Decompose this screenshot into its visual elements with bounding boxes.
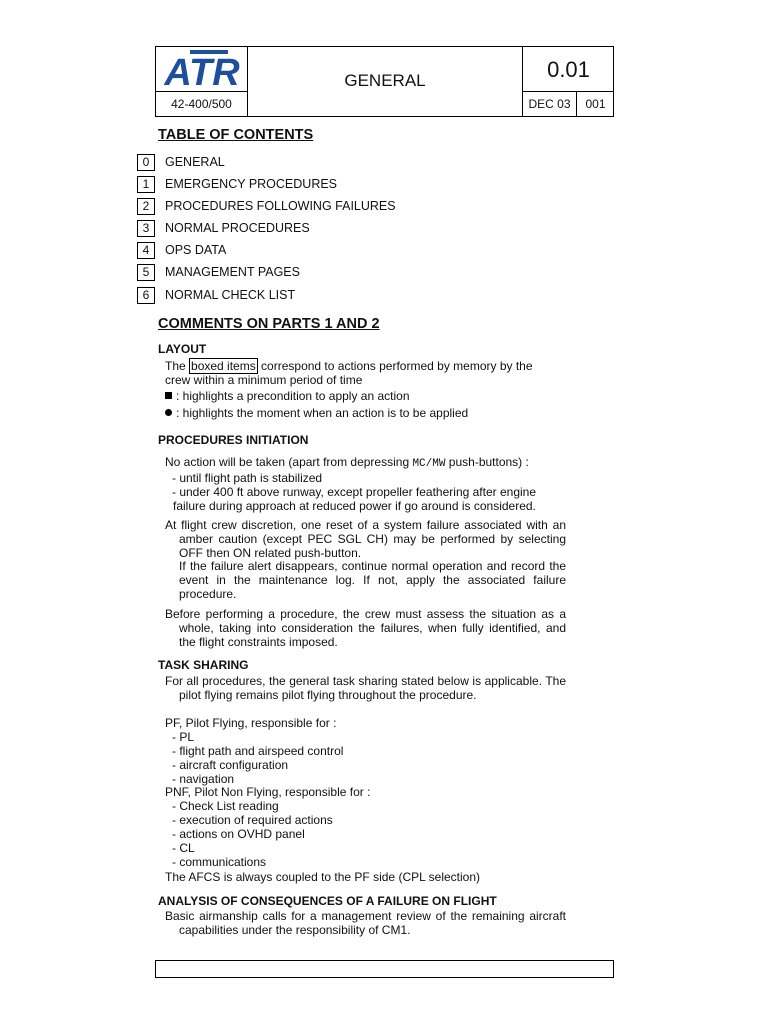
- initiation-p1: [165, 456, 529, 472]
- pf-heading: PF, Pilot Flying, responsible for :: [165, 716, 337, 730]
- toc-item-label: EMERGENCY PROCEDURES: [165, 177, 338, 191]
- pf-item: - navigation: [172, 772, 235, 786]
- boxed-items-example: boxed items: [191, 359, 256, 373]
- initiation-p1-after: push-buttons) :: [445, 455, 529, 469]
- task-sharing-heading: TASK SHARING: [158, 658, 249, 672]
- dot-legend: [165, 407, 468, 421]
- toc-item-number: 6: [137, 287, 155, 304]
- toc-item-label: OPS DATA: [165, 243, 227, 257]
- layout-intro-after: correspond to actions performed by memory by the: [257, 359, 533, 373]
- square-legend-text: : highlights a precondition to apply an action: [176, 389, 410, 403]
- initiation-p2b-text: If the failure alert disappears, continue normal operation and record the event in the maintenance log. If not, apply the associated failure procedure.: [179, 559, 566, 601]
- analysis-heading: ANALYSIS OF CONSEQUENCES OF A FAILURE ON FLIGHT: [158, 894, 497, 908]
- dot-bullet-icon: [165, 409, 172, 416]
- aircraft-model: 42-400/500: [156, 92, 248, 117]
- pnf-heading: PNF, Pilot Non Flying, responsible for :: [165, 785, 371, 799]
- initiation-item: - under 400 ft above runway, except propeller feathering after engine: [172, 485, 537, 499]
- toc-item-number: 2: [137, 198, 155, 215]
- toc-item-number: 4: [137, 242, 155, 259]
- toc-item-label: GENERAL: [165, 155, 225, 169]
- comments-heading: COMMENTS ON PARTS 1 AND 2: [158, 316, 380, 332]
- page-title: GENERAL: [248, 47, 523, 117]
- layout-intro-before: The: [165, 359, 190, 373]
- square-bullet-icon: [165, 392, 172, 399]
- page-footer: [155, 960, 614, 978]
- pf-item: - flight path and airspeed control: [172, 744, 344, 758]
- toc-item-number: 1: [137, 176, 155, 193]
- initiation-p1-before: No action will be taken (apart from depressing: [165, 455, 413, 469]
- toc-item-number: 5: [137, 264, 155, 281]
- pf-item: - PL: [172, 730, 195, 744]
- pnf-item: - actions on OVHD panel: [172, 827, 305, 841]
- initiation-p3: Before performing a procedure, the crew must assess the situation as a whole, taking into consideration the failures, when fully identified, and the flight constraints imposed.: [165, 607, 566, 649]
- toc-heading: TABLE OF CONTENTS: [158, 127, 314, 143]
- initiation-p2-text: At flight crew discretion, one reset of a system failure associated with an amber caution (except PEC SGL CH) may be performed by selecting OFF then ON related push-button.: [165, 518, 566, 560]
- toc-item-label: MANAGEMENT PAGES: [165, 265, 300, 279]
- analysis-p1: Basic airmanship calls for a management review of the remaining aircraft capabilities under the responsibility of CM1.: [165, 909, 566, 937]
- dot-legend-text: : highlights the moment when an action is to be applied: [176, 406, 469, 420]
- toc-item-number: 0: [137, 154, 155, 171]
- toc-item-number: 3: [137, 220, 155, 237]
- page-header: [155, 46, 614, 117]
- pnf-item: - communications: [172, 855, 267, 869]
- toc-item-label: PROCEDURES FOLLOWING FAILURES: [165, 199, 396, 213]
- task-sharing-p1: For all procedures, the general task sharing stated below is applicable. The pilot flying remains pilot flying throughout the procedure.: [165, 674, 566, 702]
- afcs-note: The AFCS is always coupled to the PF side (CPL selection): [165, 870, 481, 884]
- section-number: 0.01: [523, 47, 614, 92]
- revision-number: 001: [585, 97, 606, 111]
- initiation-item: - until flight path is stabilized: [172, 471, 323, 485]
- layout-heading: LAYOUT: [158, 342, 207, 356]
- logo-text: ATR: [164, 52, 240, 90]
- pnf-item: - Check List reading: [172, 799, 279, 813]
- layout-intro-line2: crew within a minimum period of time: [165, 373, 363, 387]
- logo-cell: [156, 47, 248, 92]
- layout-intro-line1: [165, 360, 533, 374]
- pf-item: - aircraft configuration: [172, 758, 289, 772]
- revision-date: DEC 03: [523, 92, 577, 117]
- initiation-p2: [165, 519, 566, 602]
- mc-mw-label: MC/MW: [412, 458, 446, 470]
- pnf-item: - execution of required actions: [172, 813, 333, 827]
- toc-item-label: NORMAL CHECK LIST: [165, 288, 296, 302]
- square-legend: [165, 390, 410, 404]
- atr-logo: [156, 47, 246, 90]
- pnf-item: - CL: [172, 841, 195, 855]
- initiation-item: failure during approach at reduced power if go around is considered.: [173, 499, 536, 513]
- initiation-heading: PROCEDURES INITIATION: [158, 433, 309, 447]
- toc-item-label: NORMAL PROCEDURES: [165, 221, 310, 235]
